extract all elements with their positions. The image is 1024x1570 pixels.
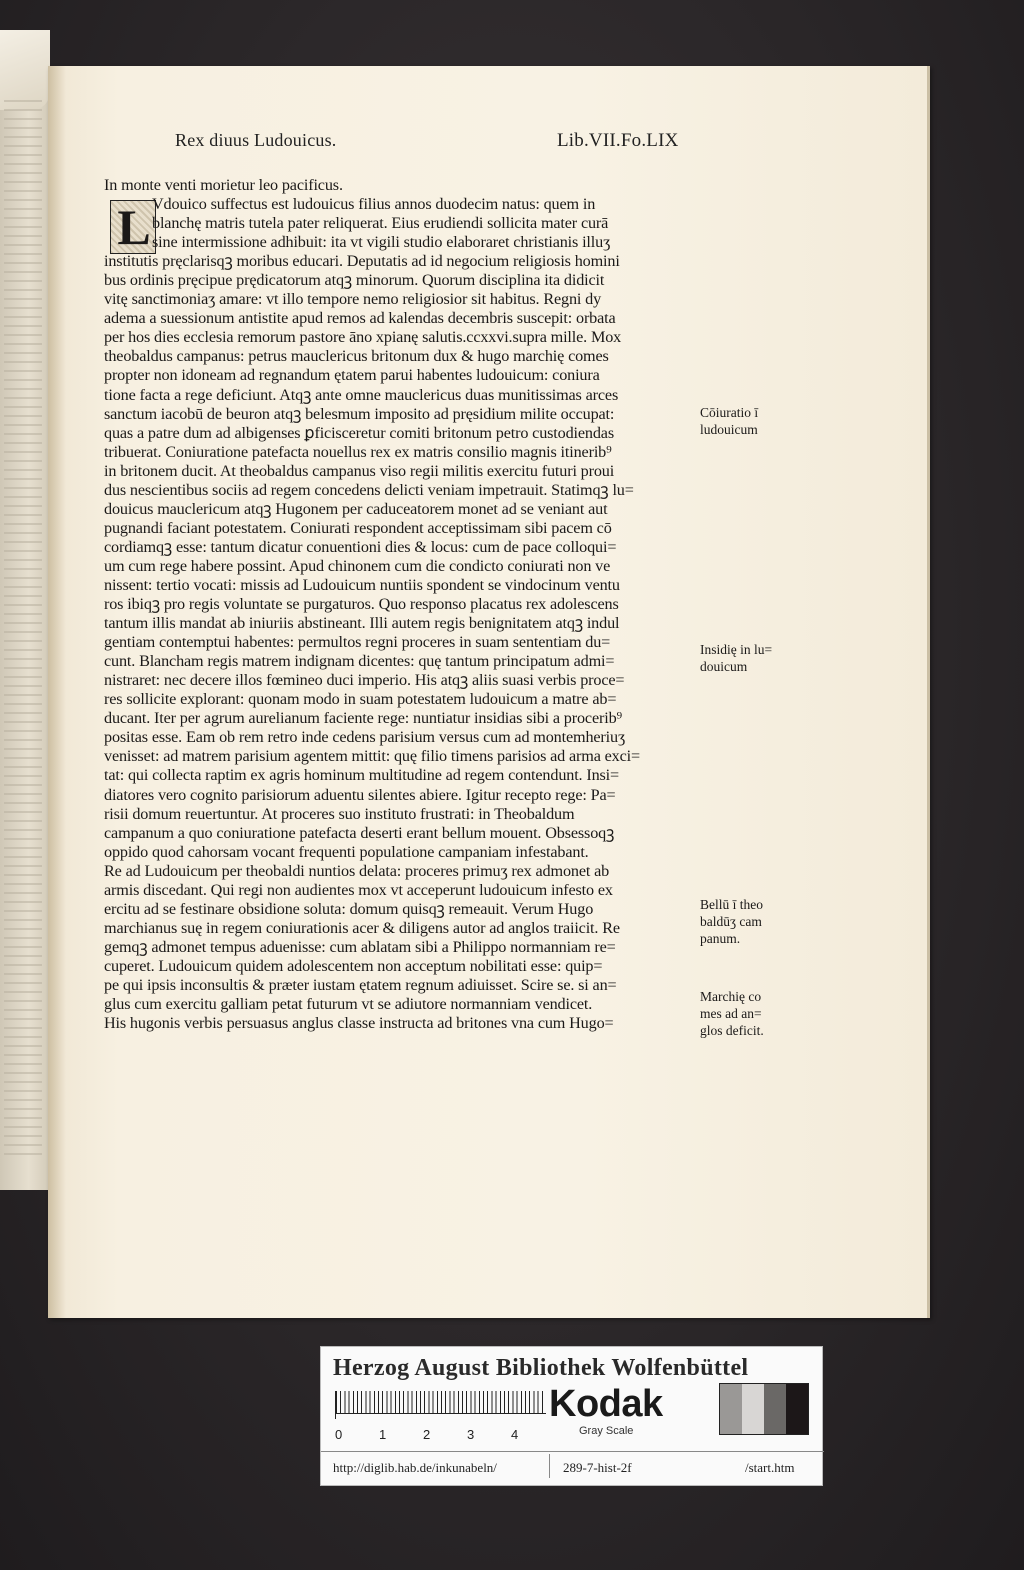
text-line: marchianus suę in regem coniurationis acer & diligens autor ad anglos traiicit. Re: [104, 918, 620, 937]
marginal-note-line: ludouicum: [700, 422, 758, 437]
gray-swatch: [720, 1384, 742, 1434]
text-line: tione facta a rege deficiunt. Atqꝫ ante omne mauclericus duas munitissimas arces: [104, 385, 619, 404]
text-line: sanctum iacobū de beuron atqꝫ belesmum imposito ad pręsidium milite occupat:: [104, 404, 615, 423]
text-line: institutis pręclarisqꝫ moribus educari. Deputatis ad id negocium religiosis homini: [104, 252, 620, 271]
marginal-note-line: panum.: [700, 931, 741, 946]
text-line: gemqꝫ admonet tempus aduenisse: cum ablatam sibi a Philippo normanniam re=: [104, 937, 616, 956]
library-label: [320, 1346, 823, 1486]
ruler-number: 4: [511, 1427, 519, 1442]
text-line: glus cum exercitu galliam petat futurum vt se adiutore normanniam vendicet.: [104, 995, 593, 1014]
text-line: ros ibiqꝫ pro regis voluntate se purgaturos. Quo responso placatus rex adolescens: [104, 595, 619, 614]
gray-swatch: [786, 1384, 808, 1434]
text-line: Re ad Ludouicum per theobaldi nuntios delata: proceres primuʒ rex admonet ab: [104, 861, 610, 880]
gray-scale-swatches: [719, 1383, 809, 1435]
text-line: theobaldus campanus: petrus mauclericus britonum dux & hugo marchię comes: [104, 347, 609, 366]
gray-swatch: [742, 1384, 764, 1434]
page-gutter-shadow: [48, 66, 66, 1318]
marginal-note-line: Cōiuratio ī: [700, 405, 759, 420]
text-line: Vdouico suffectus est ludouicus filius annos duodecim natus: quem in: [152, 195, 596, 214]
text-line: cordiamqꝫ esse: tantum dicatur conuentioni dies & locus: cum de pace colloqui=: [104, 537, 617, 556]
ruler-ticks: [336, 1391, 546, 1413]
text-line: ercitu ad se festinare obsidione soluta: domum quisqꝫ remeauit. Verum Hugo: [104, 899, 594, 918]
scale-ruler: [335, 1391, 545, 1419]
page-corner: [0, 30, 50, 110]
text-line: um cum rege habere possint. Apud chinonem cum die condicto coniurati non ve: [104, 556, 611, 575]
initial-letter: L: [117, 199, 151, 255]
ruler-number: 2: [423, 1427, 431, 1442]
text-line: pe qui ipsis inconsultis & prӕter iustam ętatem regnum adiuisset. Scire se. si an=: [104, 975, 617, 994]
text-line: diatores vero cognito parisiorum aduentu silentes abiere. Igitur recepto rege: Pa=: [104, 785, 616, 804]
marginal-note-line: glos deficit.: [700, 1023, 764, 1038]
library-name: Herzog August Bibliothek Wolfenbüttel: [333, 1355, 749, 1381]
ruler-number: 1: [379, 1427, 387, 1442]
text-line: res sollicite explorant: quonam modo in suam potestatem ludouicum a matre ab=: [104, 690, 617, 709]
text-line: blanchę matris tutela pater reliquerat. Eius erudiendi sollicita mater curā: [152, 214, 609, 233]
marginal-note: [700, 988, 786, 1039]
text-line: douicus mauclericum atqꝫ Hugonem per caduceatorem monet ad se veniant aut: [104, 499, 608, 518]
text-line: nissent: tertio vocati: missis ad Ludouicum nuntiis spondent se vindocinum ventu: [104, 575, 620, 594]
text-line: venisset: ad matrem parisium agentem mittit: quę filio timens parisios ad arma exci=: [104, 747, 640, 766]
text-line: tantum illis mandat ab iniuriis abstineant. Illi autem regis benignitatem atqꝫ indul: [104, 614, 620, 633]
text-line: adema a suessionum antistite apud remos ad kalendas decembris suscepit: orbata: [104, 309, 616, 328]
ruler-number: 3: [467, 1427, 475, 1442]
text-line: cuperet. Ludouicum quidem adolescentem non acceptum nobilitati esse: quip=: [104, 956, 603, 975]
ruler-number: 0: [335, 1427, 343, 1442]
text-line: tat: qui collecta raptim ex agris hominum multitudine ad regem contendunt. Insi=: [104, 766, 620, 785]
marginal-note-line: Bellū ī theo: [700, 897, 763, 912]
kodak-logo: Kodak: [549, 1383, 663, 1425]
previous-page-text-strip: [4, 100, 42, 1160]
text-line: tribuerat. Coniuratione patefacta nouellus rex ex matris consilio magnis itinerib⁹: [104, 442, 612, 461]
running-head-folio: Lib.VII.Fo.LIX: [557, 130, 679, 151]
marginal-note-line: baldūʒ cam: [700, 914, 762, 929]
digital-library-url: http://diglib.hab.de/inkunabeln/: [333, 1460, 497, 1475]
text-line: sine intermissione adhibuit: ita vt vigili studio elaboraret christianis illuʒ: [152, 233, 611, 252]
text-line: bus ordinis pręcipue prędicatorum atqꝫ minorum. Quorum disciplina ita didicit: [104, 271, 605, 290]
running-head-left: Rex diuus Ludouicus.: [175, 130, 337, 150]
text-line: armis discedant. Qui regi non audientes mox vt acceperunt ludouicum infesto ex: [104, 880, 613, 899]
marginal-note-line: Marchię co: [700, 989, 762, 1004]
marginal-note-line: mes ad an=: [700, 1006, 762, 1021]
text-line: vitę sanctimoniaʒ amare: vt illo tempore nemo religiosior sit habitus. Regni dy: [104, 290, 602, 309]
text-line: gentiam contemptui habentes: permultos regni proceres in suam sententiam du=: [104, 633, 611, 652]
shelfmark: 289-7-hist-2f: [563, 1460, 632, 1475]
text-line: propter non idoneam ad regnandum ętatem parui habentes ludouicum: coniura: [104, 366, 600, 385]
text-line: dus nescientibus sociis ad regem concedens delicti veniam impetrauit. Statimqꝫ lu=: [104, 480, 634, 499]
ruler-baseline: [336, 1413, 546, 1414]
marginal-note: [700, 641, 786, 675]
body-text-column: [104, 176, 694, 1033]
marginal-note: [700, 896, 786, 947]
marginal-note-line: douicum: [700, 659, 748, 674]
ruler-numbers: [335, 1427, 565, 1445]
footer-separator: [549, 1454, 550, 1478]
previous-page-edge: [0, 30, 50, 1190]
text-line: quas a patre dum ad albigenses ꝑficisceretur comiti britonum petro custodiendas: [104, 423, 614, 442]
text-line: His hugonis verbis persuasus anglus classe instructa ad britones vna cum Hugo=: [104, 1014, 614, 1033]
gray-scale-caption: Gray Scale: [579, 1425, 634, 1437]
text-line: ducant. Iter per agrum aurelianum faciente rege: nuntiatur insidias sibi a procerib⁹: [104, 709, 623, 728]
text-line: nistraret: nec decere illos fœmineo duci imperio. His atqꝫ aliis suasi verbis proce=: [104, 671, 625, 690]
text-line: oppido quod cahorsam vocant frequenti populatione campaniam infestabant.: [104, 842, 589, 861]
gray-swatch: [764, 1384, 786, 1434]
label-footer: [321, 1451, 824, 1481]
start-page: /start.htm: [745, 1460, 795, 1475]
text-line: in britonem ducit. At theobaldus campanus viso regii militis exercitu futuri proui: [104, 461, 615, 480]
marginal-note: [700, 404, 786, 438]
text-line: campanum a quo coniuratione patefacta deserti erant bellum mouent. Obsessoqꝫ: [104, 823, 615, 842]
text-line: pugnandi faciant potestatem. Coniurati respondent acceptissimam sibi pacem cō: [104, 518, 612, 537]
text-line: In monte venti morietur leo pacificus.: [104, 176, 343, 194]
text-line: cunt. Blancham regis matrem indignam dicentes: quę tantum principatum admi=: [104, 652, 615, 671]
text-line: per hos dies ecclesia remorum pastore āno xpianę salutis.ccxxvi.supra mille. Mox: [104, 328, 622, 347]
text-line: positas esse. Eam ob rem retro inde cedens parisium versus cum ad montemheriuʒ: [104, 728, 625, 747]
marginal-note-line: Insidię in lu=: [700, 642, 773, 657]
text-line: risii domum reuertuntur. At proceres suo instituto frustrati: in Theobaldum: [104, 804, 575, 823]
